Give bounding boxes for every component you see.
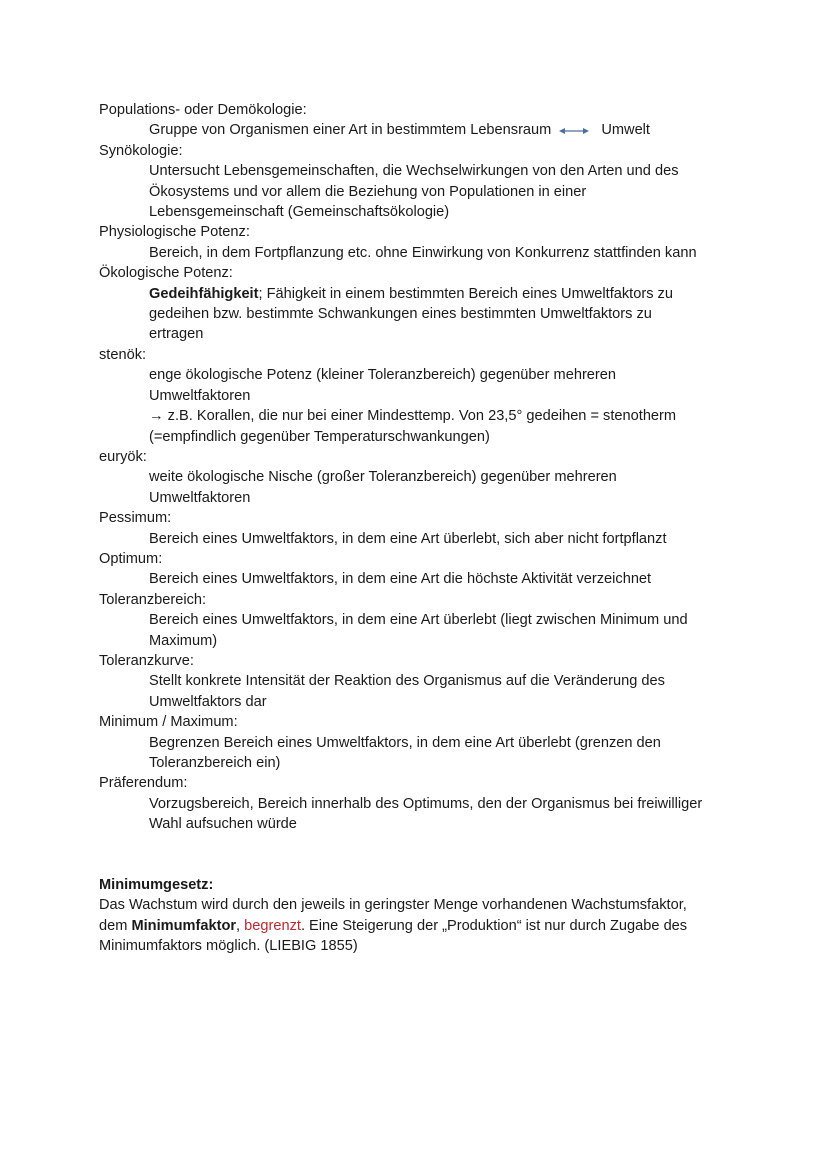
- section-heading: Minimumgesetz:: [99, 877, 214, 893]
- term-physiologische-potenz: Physiologische Potenz:: [99, 224, 250, 241]
- definition-line: → z.B. Korallen, die nur bei einer Mindesttemp. Von 23,5° gedeihen = stenotherm: [149, 408, 677, 425]
- definition-text: Gruppe von Organismen einer Art in bestimmtem Lebensraum: [149, 122, 552, 139]
- definition-line: Stellt konkrete Intensität der Reaktion des Organismus auf die Veränderung des: [149, 673, 665, 690]
- term-optimum: Optimum:: [99, 550, 163, 567]
- term-synoekologie: Synökologie:: [99, 142, 183, 159]
- definition-line: [149, 284, 739, 304]
- definition-line: Maximum): [149, 632, 218, 649]
- definition-line: Umweltfaktoren: [149, 387, 251, 404]
- term-populationsoekologie: Populations- oder Demökologie:: [99, 102, 307, 118]
- definition-text-after: Umwelt: [601, 122, 650, 139]
- definition-line: Wahl aufsuchen würde: [149, 816, 297, 833]
- law-text: dem: [99, 917, 132, 934]
- definition-line: enge ökologische Potenz (kleiner Toleranzbereich) gegenüber mehreren: [149, 367, 617, 384]
- definition-populationsoekologie: [149, 120, 739, 140]
- definition-line: Toleranzbereich ein): [149, 755, 281, 771]
- law-line: [99, 916, 739, 936]
- definition-line: (=empfindlich gegenüber Temperaturschwankungen): [149, 428, 490, 445]
- definition-line: Umweltfaktors dar: [149, 693, 267, 710]
- law-line: Das Wachstum wird durch den jeweils in geringster Menge vorhandenen Wachstumsfaktor,: [99, 897, 687, 914]
- definition-line: ertragen: [149, 326, 204, 343]
- definition-line: Untersucht Lebensgemeinschaften, die Wechselwirkungen von den Arten und des: [149, 163, 679, 180]
- bold-keyword: Minimumfaktor: [131, 917, 237, 934]
- definition-line: Vorzugsbereich, Bereich innerhalb des Optimums, den der Organismus bei freiwilliger: [149, 795, 703, 812]
- definition-line: Begrenzen Bereich eines Umweltfaktors, in dem eine Art überlebt (grenzen den: [149, 734, 661, 751]
- definition-line: Ökosystems und vor allem die Beziehung von Populationen in einer: [149, 183, 587, 200]
- term-toleranzkurve: Toleranzkurve:: [99, 652, 194, 669]
- term-minimum-maximum: Minimum / Maximum:: [99, 714, 238, 731]
- term-oekologische-potenz: Ökologische Potenz:: [99, 265, 233, 282]
- law-text: ,: [236, 917, 245, 934]
- law-text: . Eine Steigerung der „Produktion“ ist nur durch Zugabe des: [300, 917, 688, 934]
- definition-line: gedeihen bzw. bestimmte Schwankungen eines bestimmten Umweltfaktors zu: [149, 306, 652, 323]
- definition-line: weite ökologische Nische (großer Toleranzbereich) gegenüber mehreren: [149, 469, 617, 486]
- term-praeferendum: Präferendum:: [99, 775, 188, 792]
- definition-line: Bereich eines Umweltfaktors, in dem eine Art überlebt (liegt zwischen Minimum und: [149, 612, 688, 629]
- definition-line: Bereich eines Umweltfaktors, in dem eine Art überlebt, sich aber nicht fortpflanzt: [149, 530, 667, 547]
- minimumgesetz-section: [99, 875, 739, 957]
- definition-line: Bereich eines Umweltfaktors, in dem eine Art die höchste Aktivität verzeichnet: [149, 571, 652, 588]
- term-pessimum: Pessimum:: [99, 510, 172, 527]
- term-toleranzbereich: Toleranzbereich:: [99, 591, 207, 608]
- term-stenoek: stenök:: [99, 346, 147, 363]
- law-line: Minimumfaktors möglich. (LIEBIG 1855): [99, 938, 358, 955]
- double-arrow-icon: [559, 126, 589, 136]
- term-euryoek: euryök:: [99, 448, 147, 465]
- definition-line: Bereich, in dem Fortpflanzung etc. ohne Einwirkung von Konkurrenz stattfinden kann: [149, 244, 697, 261]
- definitions-list: [99, 100, 739, 835]
- definition-text: ; Fähigkeit in einem bestimmten Bereich eines Umweltfaktors zu: [258, 285, 673, 302]
- highlighted-word: begrenzt: [244, 917, 301, 934]
- bold-keyword: Gedeihfähigkeit: [149, 285, 259, 302]
- definition-line: Umweltfaktoren: [149, 489, 251, 506]
- definition-line: Lebensgemeinschaft (Gemeinschaftsökologie): [149, 204, 450, 221]
